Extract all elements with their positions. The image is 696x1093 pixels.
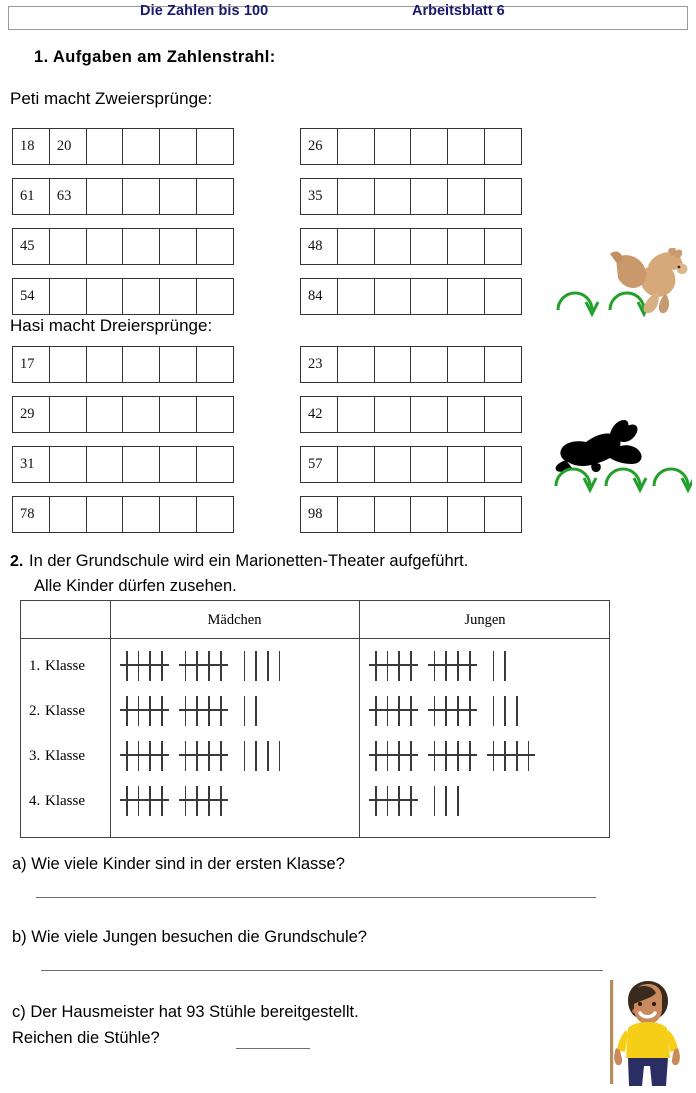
table-row-label-4 [29,793,111,810]
number-cell[interactable] [375,229,412,264]
number-cell[interactable] [338,447,375,482]
number-cell[interactable] [338,229,375,264]
number-cell[interactable] [13,129,50,164]
strip-dreier-right-2 [300,396,522,433]
tally-tick [220,696,222,726]
table-row-label-3 [29,748,111,765]
table-row-label-2 [29,703,111,720]
number-cell[interactable] [160,497,197,532]
tally-tick [434,696,436,726]
strip-zweier-right-3 [300,228,522,265]
number-cell[interactable] [87,229,124,264]
number-cell[interactable] [301,447,338,482]
tally-tick [469,651,471,681]
tally-tick [244,696,246,726]
tally-tick [375,741,377,771]
number-cell[interactable] [448,229,485,264]
tally-tick [410,651,412,681]
number-cell[interactable] [50,497,87,532]
number-cell[interactable] [448,129,485,164]
number-cell[interactable] [301,497,338,532]
tally-jungen-row-1 [375,651,506,681]
tally-tick [434,651,436,681]
jump-arrow-icon [558,293,650,314]
peti-instruction: Peti macht Zweiersprünge: [10,89,213,108]
number-cell[interactable] [160,347,197,382]
tally-tick [138,741,140,771]
tally-bundle [126,741,163,771]
answer-line-b[interactable] [41,970,603,971]
number-cell[interactable] [50,179,87,214]
number-cell[interactable] [411,229,448,264]
number-cell[interactable] [301,229,338,264]
tally-bundle [185,741,222,771]
strip-dreier-right-4 [300,496,522,533]
tally-bundle [434,696,471,726]
tally-tick [185,651,187,681]
tally-bundle [375,651,412,681]
tally-tick [185,741,187,771]
number-cell[interactable] [411,279,448,314]
number-cell[interactable] [411,129,448,164]
number-cell[interactable] [448,397,485,432]
tally-bundle [244,696,257,726]
tally-tick [161,741,163,771]
rabbit-illustration [548,418,692,494]
stick-icon [610,980,613,1084]
number-cell[interactable] [411,347,448,382]
tally-jungen-row-4 [375,786,459,816]
number-cell[interactable] [50,397,87,432]
tally-jungen-row-2 [375,696,518,726]
tally-tick [208,741,210,771]
kangaroo-illustration [548,248,688,320]
tally-tick [149,786,151,816]
tally-tick [469,741,471,771]
tally-tick [398,786,400,816]
task1-heading: 1. Aufgaben am Zahlenstrahl: [34,48,276,66]
tally-tick [528,741,530,771]
number-cell-value: 42 [308,406,323,422]
tally-tick [149,741,151,771]
row-label-number: 1. [29,658,41,674]
tally-tick [161,786,163,816]
question-c-line2: Reichen die Stühle? [12,1029,160,1047]
number-cell[interactable] [301,129,338,164]
tally-tick [126,651,128,681]
number-cell[interactable] [411,447,448,482]
jeans-icon [628,1058,668,1086]
number-cell[interactable] [448,279,485,314]
number-cell[interactable] [160,129,197,164]
number-cell[interactable] [448,497,485,532]
number-cell[interactable] [13,447,50,482]
number-cell[interactable] [338,279,375,314]
number-cell-value: 78 [20,506,35,522]
tally-tick [161,651,163,681]
tally-tick [387,651,389,681]
tally-bundle [244,741,281,771]
number-cell[interactable] [485,279,521,314]
tally-table [20,600,610,838]
tally-tick [185,696,187,726]
jump-arrow-icon [556,469,692,490]
number-cell[interactable] [87,497,124,532]
strip-dreier-left-2 [12,396,234,433]
tally-tick [375,786,377,816]
number-cell[interactable] [13,179,50,214]
row-label-number: 4. [29,793,41,809]
tally-tick [493,741,495,771]
number-cell-value: 98 [308,506,323,522]
tally-tick [445,786,447,816]
tally-tick [220,786,222,816]
table-divider-2 [359,601,360,837]
number-cell[interactable] [123,497,160,532]
number-cell[interactable] [485,397,521,432]
number-cell[interactable] [485,347,521,382]
tally-tick [398,696,400,726]
number-cell[interactable] [301,347,338,382]
row-label-text: Klasse [45,793,85,809]
row-label-text: Klasse [45,703,85,719]
tally-tick [493,696,495,726]
task2-number: 2. [10,553,24,570]
tally-tick [126,786,128,816]
tally-tick [410,696,412,726]
number-cell-value: 20 [56,138,72,154]
number-cell[interactable] [411,179,448,214]
number-cell[interactable] [197,447,233,482]
kangaroo-body-icon [610,248,687,313]
number-cell[interactable] [485,497,521,532]
number-cell[interactable] [87,447,124,482]
number-cell[interactable] [50,229,87,264]
number-cell[interactable] [375,347,412,382]
tally-tick [504,741,506,771]
number-cell-value: 17 [20,356,35,372]
tally-tick [457,651,459,681]
question-b: b) Wie viele Jungen besuchen die Grundschule? [12,928,367,946]
number-cell[interactable] [87,397,124,432]
tally-tick [387,741,389,771]
tally-tick [208,651,210,681]
number-cell[interactable] [123,279,160,314]
tally-tick [279,741,281,771]
tally-maedchen-row-3 [126,741,280,771]
number-cell-value: 18 [20,138,35,154]
number-cell[interactable] [301,279,338,314]
number-cell[interactable] [160,447,197,482]
number-cell-value: 63 [56,188,72,204]
number-cell[interactable] [338,397,375,432]
tally-tick [126,741,128,771]
tally-tick [208,696,210,726]
tally-bundle [434,651,471,681]
number-cell[interactable] [13,497,50,532]
number-cell[interactable] [485,447,521,482]
number-cell[interactable] [375,497,412,532]
number-cell[interactable] [448,447,485,482]
tally-tick [375,651,377,681]
tally-jungen-row-3 [375,741,529,771]
number-cell[interactable] [301,179,338,214]
number-cell[interactable] [160,397,197,432]
number-cell-value: 48 [308,238,323,254]
number-cell[interactable] [87,129,124,164]
row-label-number: 2. [29,703,41,719]
tally-tick [279,651,281,681]
tally-tick [375,696,377,726]
tally-bundle [375,741,412,771]
number-cell[interactable] [123,347,160,382]
kangaroo-icon [548,248,688,320]
tally-tick [196,786,198,816]
tally-tick [469,696,471,726]
page-title: Die Zahlen bis 100 [140,3,269,19]
tally-tick [126,696,128,726]
number-cell[interactable] [485,179,521,214]
number-cell[interactable] [13,279,50,314]
column-header-maedchen: Mädchen [207,612,262,628]
row-label-number: 3. [29,748,41,764]
tally-tick [149,696,151,726]
table-row-label-1 [29,658,111,675]
tally-tick [457,786,459,816]
tally-maedchen-row-4 [126,786,222,816]
number-cell[interactable] [448,179,485,214]
question-c-line1: c) Der Hausmeister hat 93 Stühle bereitgestellt. [12,1003,359,1021]
number-cell[interactable] [160,229,197,264]
tally-tick [445,696,447,726]
number-cell[interactable] [375,447,412,482]
number-cell[interactable] [375,279,412,314]
tally-tick [493,651,495,681]
tally-tick [457,741,459,771]
tally-tick [185,786,187,816]
tally-bundle [185,696,222,726]
number-cell[interactable] [160,279,197,314]
number-cell-value: 57 [308,456,323,472]
number-cell[interactable] [50,347,87,382]
number-cell[interactable] [123,229,160,264]
tally-tick [196,651,198,681]
number-cell[interactable] [485,229,521,264]
number-cell[interactable] [375,397,412,432]
tally-bundle [244,651,281,681]
tally-tick [398,741,400,771]
strip-zweier-right-1 [300,128,522,165]
tally-tick [255,741,257,771]
tally-bundle [185,786,222,816]
hasi-instruction: Hasi macht Dreiersprünge: [10,316,213,335]
tally-tick [196,696,198,726]
number-cell[interactable] [13,397,50,432]
tally-bundle [126,696,163,726]
number-cell[interactable] [375,179,412,214]
answer-line-a[interactable] [36,897,596,898]
strip-dreier-right-3 [300,446,522,483]
number-cell-value: 29 [20,406,35,422]
tally-tick [516,696,518,726]
number-cell[interactable] [50,279,87,314]
tally-tick [220,741,222,771]
number-cell[interactable] [375,129,412,164]
tally-bundle [126,786,163,816]
tally-tick [387,696,389,726]
tally-tick [149,651,151,681]
number-cell[interactable] [338,179,375,214]
column-header-jungen: Jungen [464,612,506,628]
tally-bundle [375,696,412,726]
number-cell[interactable] [13,229,50,264]
tally-tick [138,651,140,681]
number-cell-value: 45 [20,238,35,254]
strip-zweier-right-4 [300,278,522,315]
answer-line-c[interactable] [236,1048,310,1049]
tally-tick [504,696,506,726]
number-cell[interactable] [338,497,375,532]
tally-tick [267,741,269,771]
strip-zweier-left-4 [12,278,234,315]
tshirt-icon [626,1022,670,1058]
strip-zweier-left-2 [12,178,234,215]
number-cell[interactable] [123,397,160,432]
row-label-text: Klasse [45,748,85,764]
tally-bundle [375,786,412,816]
number-cell-value: 31 [20,456,35,472]
number-cell[interactable] [160,179,197,214]
number-cell[interactable] [123,129,160,164]
tally-tick [138,696,140,726]
number-cell[interactable] [197,497,233,532]
number-cell[interactable] [197,347,233,382]
tally-tick [267,651,269,681]
number-cell[interactable] [338,347,375,382]
tally-bundle [493,741,530,771]
number-cell[interactable] [411,397,448,432]
tally-bundle [434,741,471,771]
tally-tick [208,786,210,816]
number-cell-value: 23 [308,356,323,372]
strip-zweier-left-3 [12,228,234,265]
number-cell[interactable] [87,347,124,382]
number-cell-value: 84 [308,288,323,304]
number-cell[interactable] [485,129,521,164]
rabbit-silhouette-icon [556,420,642,472]
number-cell[interactable] [197,279,233,314]
number-cell-value: 35 [308,188,323,204]
boy-illustration [598,978,694,1088]
number-cell[interactable] [411,497,448,532]
tally-tick [457,696,459,726]
number-cell[interactable] [123,179,160,214]
number-cell[interactable] [13,347,50,382]
strip-zweier-right-2 [300,178,522,215]
header-banner [8,6,688,30]
strip-dreier-left-1 [12,346,234,383]
number-cell[interactable] [87,279,124,314]
tally-bundle [126,651,163,681]
number-cell[interactable] [197,229,233,264]
number-cell[interactable] [197,397,233,432]
tally-tick [445,651,447,681]
tally-bundle [493,651,506,681]
question-a: a) Wie viele Kinder sind in der ersten Klasse? [12,855,345,873]
tally-bundle [434,786,459,816]
number-cell[interactable] [448,347,485,382]
tally-tick [410,741,412,771]
tally-tick [161,696,163,726]
tally-tick [220,651,222,681]
tally-maedchen-row-1 [126,651,280,681]
tally-tick [410,786,412,816]
tally-tick [387,786,389,816]
tally-tick [504,651,506,681]
table-header-rule [21,638,609,639]
number-cell[interactable] [87,179,124,214]
number-cell[interactable] [197,179,233,214]
tally-tick [398,651,400,681]
number-cell[interactable] [50,129,87,164]
strip-dreier-left-4 [12,496,234,533]
tally-tick [516,741,518,771]
strip-dreier-left-3 [12,446,234,483]
tally-tick [434,786,436,816]
tally-tick [244,651,246,681]
tally-tick [244,741,246,771]
tally-tick [434,741,436,771]
number-cell-value: 54 [20,288,35,304]
worksheet-label: Arbeitsblatt 6 [412,3,505,19]
number-cell[interactable] [197,129,233,164]
rabbit-icon [548,418,692,494]
number-cell-value: 26 [308,138,323,154]
tally-bundle [493,696,518,726]
tally-tick [445,741,447,771]
tally-tick [196,741,198,771]
number-cell[interactable] [301,397,338,432]
strip-dreier-right-1 [300,346,522,383]
number-cell[interactable] [123,447,160,482]
tally-tick [138,786,140,816]
task2-line1: In der Grundschule wird ein Marionetten-Theater aufgeführt. [29,552,469,570]
tally-bundle [185,651,222,681]
strip-zweier-left-1 [12,128,234,165]
tally-maedchen-row-2 [126,696,257,726]
number-cell[interactable] [50,447,87,482]
number-cell-value: 61 [20,188,35,204]
tally-tick [255,696,257,726]
row-label-text: Klasse [45,658,85,674]
tally-tick [255,651,257,681]
task2-line2: Alle Kinder dürfen zusehen. [34,577,237,595]
boy-with-stick-icon [598,978,694,1088]
number-cell[interactable] [338,129,375,164]
